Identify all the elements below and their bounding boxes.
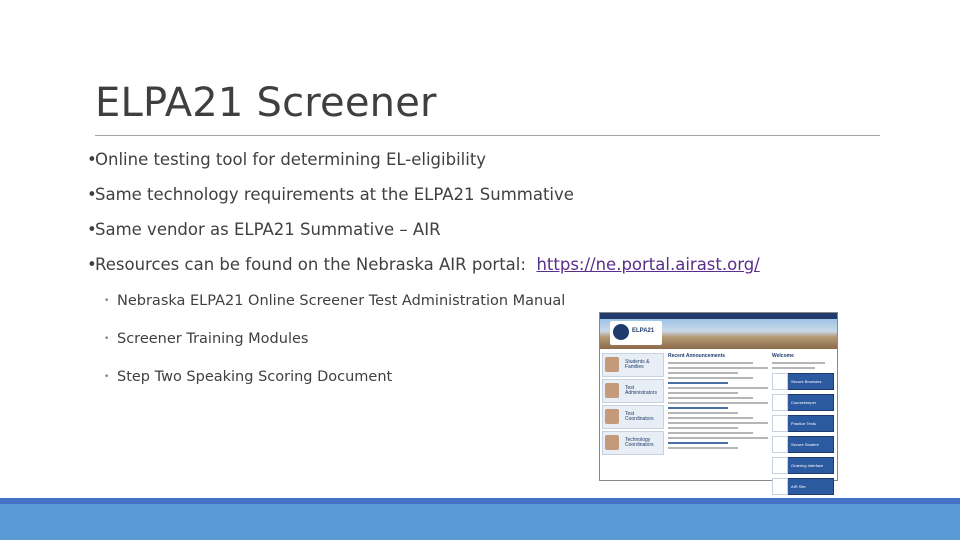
portal-quick-links	[772, 353, 834, 495]
portal-logo	[610, 321, 662, 345]
sub-bullet-glyph: •	[104, 372, 110, 382]
link-icon	[772, 436, 788, 453]
link-icon	[772, 373, 788, 390]
bullet-glyph: •	[87, 150, 97, 169]
portal-screenshot	[599, 312, 838, 489]
bullet-item: •Same technology requirements at the ELPA21 Summative	[87, 183, 760, 218]
portal-quick-link: Secure Student	[772, 436, 834, 453]
sub-bullet-glyph: •	[104, 296, 110, 306]
avatar-icon	[605, 357, 619, 372]
footer-bar	[0, 504, 960, 540]
portal-quick-link: AIR Site	[772, 478, 834, 495]
portal-welcome-header: Welcome	[772, 353, 794, 359]
bullet-item: •Resources can be found on the Nebraska AIR portal: https://ne.portal.airast.org/	[87, 253, 760, 288]
link-icon	[772, 457, 788, 474]
portal-announcements-header: Recent Announcements	[668, 353, 726, 359]
avatar-icon	[605, 409, 619, 424]
bullet-glyph: •	[87, 220, 97, 239]
portal-role-cards	[602, 353, 664, 457]
sub-bullet-glyph: •	[104, 334, 110, 344]
avatar-icon	[605, 383, 619, 398]
sub-bullet-item: • Screener Training Modules	[104, 328, 565, 366]
portal-announcements	[668, 353, 768, 452]
portal-role-card: Test Administrators	[602, 379, 664, 403]
avatar-icon	[605, 435, 619, 450]
main-bullet-list	[87, 148, 760, 288]
link-icon	[772, 415, 788, 432]
portal-logo-icon	[613, 324, 629, 340]
slide-title: ELPA21 Screener	[95, 80, 437, 126]
link-icon	[772, 478, 788, 495]
portal-quick-link: Coursekeeper	[772, 394, 834, 411]
bullet-item: •Same vendor as ELPA21 Summative – AIR	[87, 218, 760, 253]
sub-bullet-item: • Step Two Speaking Scoring Document	[104, 366, 565, 404]
title-divider	[95, 135, 880, 136]
sub-bullet-list	[104, 290, 565, 404]
portal-role-card: Test Coordinators	[602, 405, 664, 429]
link-icon	[772, 394, 788, 411]
bullet-glyph: •	[87, 185, 97, 204]
portal-role-card: Students & Families	[602, 353, 664, 377]
portal-logo-text: ELPA21	[632, 328, 655, 334]
portal-quick-link: Secure Browsers	[772, 373, 834, 390]
portal-quick-link: Ordering Interface	[772, 457, 834, 474]
bullet-glyph: •	[87, 255, 97, 274]
portal-quick-link: Practice Tests	[772, 415, 834, 432]
bullet-item: •Online testing tool for determining EL-eligibility	[87, 148, 760, 183]
portal-link[interactable]: https://ne.portal.airast.org/	[536, 255, 760, 274]
sub-bullet-item: • Nebraska ELPA21 Online Screener Test Administration Manual	[104, 290, 565, 328]
portal-role-card: Technology Coordinators	[602, 431, 664, 455]
